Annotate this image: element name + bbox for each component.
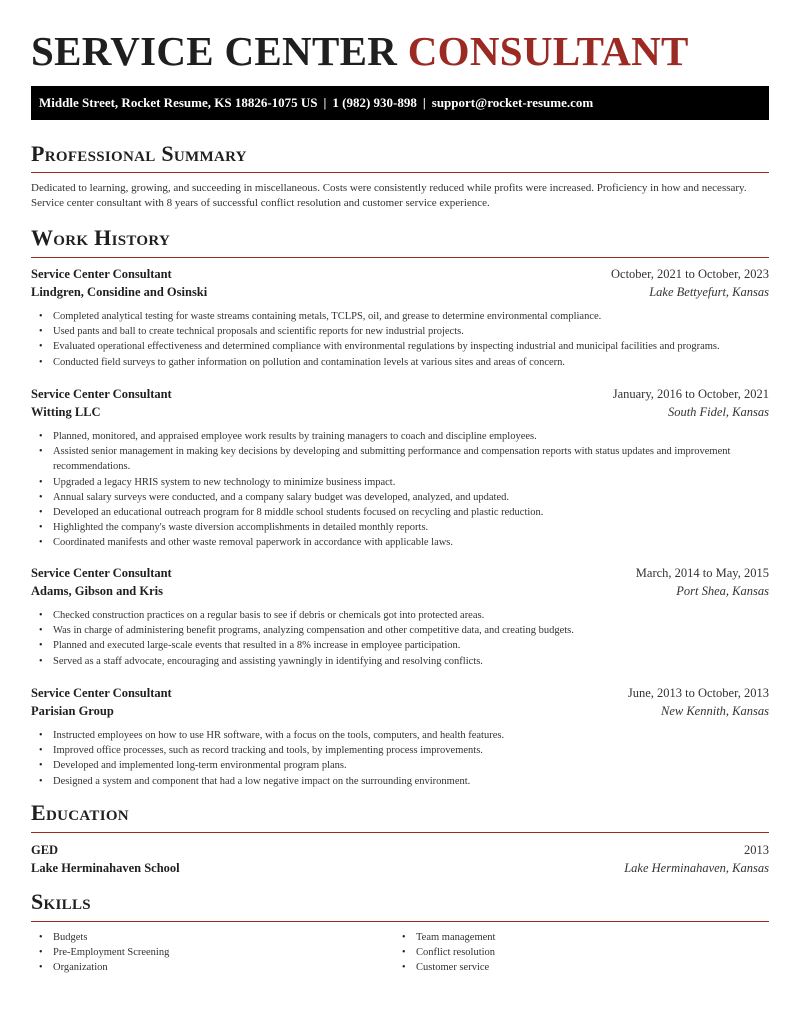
- education-degree: GED: [31, 843, 59, 857]
- summary-divider: [31, 172, 769, 173]
- job-title: Service Center Consultant: [31, 267, 172, 281]
- list-item: • Served as a staff advocate, encouraging and assisting yawningly in identifying and resolving conflicts.: [31, 654, 769, 669]
- job-title: Service Center Consultant: [31, 566, 172, 580]
- list-item: • Developed an educational outreach program for 8 middle school students focused on recycling and plastic reduction.: [31, 505, 769, 520]
- list-item: • Coordinated manifests and other waste removal paperwork in accordance with applicable laws.: [31, 535, 769, 550]
- contact-email[interactable]: support@rocket-resume.com: [431, 95, 594, 110]
- list-item: • Developed and implemented long-term environmental program plans.: [31, 758, 769, 773]
- job-dates: October, 2021 to October, 2023: [611, 267, 769, 281]
- job-title: Service Center Consultant: [31, 686, 172, 700]
- job-company: Parisian Group: [31, 704, 114, 718]
- contact-phone[interactable]: 1 (982) 930-898: [332, 95, 417, 110]
- job-location: Port Shea, Kansas: [676, 584, 769, 598]
- education-year: 2013: [744, 843, 769, 857]
- list-item: • Assisted senior management in making key decisions by developing and submitting performance and compensation reports with status updates and improvement recommendations.: [31, 444, 769, 474]
- job-entry: [31, 265, 769, 370]
- job-bullets: [31, 728, 769, 789]
- contact-separator: |: [323, 95, 327, 110]
- contact-bar: [31, 86, 769, 120]
- job-company: Witting LLC: [31, 405, 101, 419]
- job-title: Service Center Consultant: [31, 387, 172, 401]
- list-item: • Conducted field surveys to gather information on pollution and contamination levels at various sites and areas of concern.: [31, 355, 769, 370]
- list-item: • Was in charge of administering benefit programs, analyzing compensation and other competitive data, and creating budgets.: [31, 623, 769, 638]
- skills-column-right: [394, 930, 495, 976]
- job-location: Lake Bettyefurt, Kansas: [649, 285, 769, 299]
- skills-heading: Skills: [31, 889, 91, 914]
- education-entry: [31, 841, 769, 877]
- resume-title: [31, 26, 689, 76]
- education-location: Lake Herminahaven, Kansas: [624, 861, 769, 875]
- list-item: • Conflict resolution: [394, 945, 495, 960]
- list-item: • Customer service: [394, 960, 495, 975]
- list-item: • Improved office processes, such as record tracking and tools, by implementing process improvements.: [31, 743, 769, 758]
- list-item: • Evaluated operational effectiveness and determined compliance with environmental regulations by inspecting industrial and municipal facilities and programs.: [31, 339, 769, 354]
- list-item: • Planned, monitored, and appraised employee work results by training managers to coach and discipline employees.: [31, 429, 769, 444]
- list-item: • Pre-Employment Screening: [31, 945, 169, 960]
- summary-text: Dedicated to learning, growing, and succeeding in miscellaneous. Costs were consistently reduced while profits were increased. Proficiency in how and necessary. Service center consultant with 8 years of successful conflict resolution and customer service experience.: [31, 182, 747, 209]
- title-accent: CONSULTANT: [407, 28, 689, 74]
- list-item: • Upgraded a legacy HRIS system to new technology to minimize business impact.: [31, 475, 769, 490]
- contact-separator: |: [422, 95, 426, 110]
- work-history-divider: [31, 257, 769, 258]
- list-item: • Planned and executed large-scale events that resulted in a 8% increase in employee participation.: [31, 638, 769, 653]
- list-item: • Completed analytical testing for waste streams containing metals, TCLPS, oil, and grease to determine environmental compliance.: [31, 309, 769, 324]
- job-location: South Fidel, Kansas: [667, 405, 769, 419]
- title-main: SERVICE CENTER: [31, 28, 398, 74]
- job-dates: March, 2014 to May, 2015: [635, 566, 769, 580]
- education-divider: [31, 832, 769, 833]
- summary-heading: Professional Summary: [31, 141, 247, 166]
- list-item: • Designed a system and component that had a low negative impact on the surrounding environment.: [31, 774, 769, 789]
- list-item: • Annual salary surveys were conducted, and a company salary budget was developed, analyzed, and updated.: [31, 490, 769, 505]
- job-bullets: [31, 608, 769, 669]
- skills-divider: [31, 921, 769, 922]
- job-bullets: [31, 429, 769, 551]
- job-company: Adams, Gibson and Kris: [31, 584, 163, 598]
- skills-column-left: [31, 930, 169, 976]
- work-history-heading: Work History: [31, 225, 171, 250]
- job-entry: [31, 385, 769, 551]
- list-item: • Checked construction practices on a regular basis to see if debris or chemicals got into protected areas.: [31, 608, 769, 623]
- education-heading: Education: [31, 800, 129, 825]
- job-entry: [31, 564, 769, 669]
- list-item: • Instructed employees on how to use HR software, with a focus on the tools, computers, and health features.: [31, 728, 769, 743]
- job-company: Lindgren, Considine and Osinski: [31, 285, 208, 299]
- list-item: • Team management: [394, 930, 495, 945]
- list-item: • Organization: [31, 960, 169, 975]
- job-dates: June, 2013 to October, 2013: [627, 686, 769, 700]
- job-bullets: [31, 309, 769, 370]
- list-item: • Used pants and ball to create technical proposals and scientific reports for new industrial projects.: [31, 324, 769, 339]
- list-item: • Budgets: [31, 930, 169, 945]
- job-location: New Kennith, Kansas: [661, 704, 769, 718]
- contact-address: Middle Street, Rocket Resume, KS 18826-1075 US: [39, 95, 318, 110]
- list-item: • Highlighted the company's waste diversion accomplishments in detailed monthly reports.: [31, 520, 769, 535]
- education-school: Lake Herminahaven School: [31, 861, 180, 875]
- job-entry: [31, 684, 769, 789]
- job-dates: January, 2016 to October, 2021: [612, 387, 769, 401]
